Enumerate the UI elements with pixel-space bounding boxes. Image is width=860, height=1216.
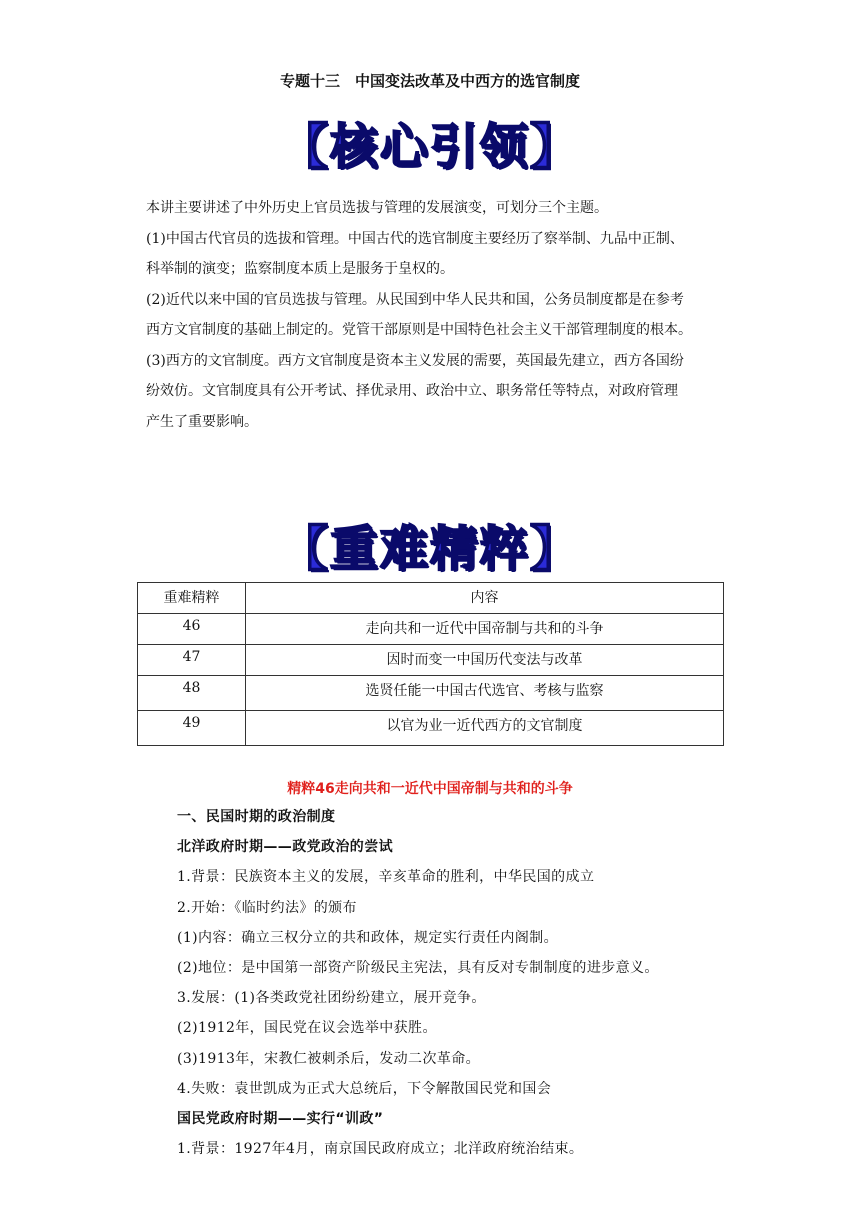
body-line: 2.开始：《临时约法》的颁布 [177,899,357,916]
table-row [138,614,724,645]
table-row [138,645,724,676]
body-line: (3)1913年，宋教仁被刺杀后，发动二次革命。 [177,1050,481,1067]
intro-paragraph [146,193,736,437]
body-subheading: 北洋政府时期——政党政治的尝试 [177,839,393,856]
key-points-table [137,582,724,746]
body-line: (2)地位：是中国第一部资产阶级民主宪法，具有反对专制制度的进步意义。 [177,960,659,977]
section-body [177,802,737,1164]
body-heading: 一、民国时期的政治制度 [177,809,336,825]
table-header-row [138,583,724,614]
table-row [138,711,724,746]
table-cell-number: 48 [138,676,246,711]
body-subheading: 国民党政府时期——实行“训政” [177,1111,384,1128]
intro-line: (1)中国古代官员的选拔和管理。中国古代的选官制度主要经历了察举制、九品中正制、 [146,230,684,247]
intro-line: 西方文官制度的基础上制定的。党管干部原则是中国特色社会主义干部管理制度的根本。 [146,322,692,338]
body-line: (2)1912年，国民党在议会选举中获胜。 [177,1020,437,1037]
body-line: 3.发展：(1)各类政党社团纷纷建立，展开竞争。 [177,990,486,1007]
intro-line: (3)西方的文官制度。西方文官制度是资本主义发展的需要，英国最先建立，西方各国纷 [146,352,684,369]
table-cell-number: 49 [138,711,246,746]
table-cell-content: 以官为业一近代西方的文官制度 [246,711,724,746]
table-cell-content: 因时而变一中国历代变法与改革 [246,645,724,676]
intro-line: 产生了重要影响。 [146,413,258,430]
table-row [138,676,724,711]
table-cell-content: 走向共和一近代中国帝制与共和的斗争 [246,614,724,645]
table-cell-number: 47 [138,645,246,676]
page-title: 专题十三 中国变法改革及中西方的选官制度 [279,72,580,90]
key-points-banner: 【重难精粹】 [279,521,580,577]
intro-line: (2)近代以来中国的官员选拔与管理。从民国到中华人民共和国，公务员制度都是在参考 [146,291,684,308]
body-line: 1.背景：民族资本主义的发展，辛亥革命的胜利，中华民国的成立 [177,869,595,886]
body-line: (1)内容：确立三权分立的共和政体，规定实行责任内阁制。 [177,929,559,946]
table-header-cell: 重难精粹 [138,583,246,614]
table-cell-content: 选贤任能一中国古代选官、考核与监察 [246,676,724,711]
core-guide-banner: 【核心引领】 [279,119,580,175]
table-cell-number: 46 [138,614,246,645]
body-line: 4.失败：袁世凯成为正式大总统后，下令解散国民党和国会 [177,1080,552,1097]
intro-line: 科举制的演变；监察制度本质上是服务于皇权的。 [146,261,454,277]
section-heading: 精粹46走向共和一近代中国帝制与共和的斗争 [287,781,573,797]
body-line: 1.背景：1927年4月，南京国民政府成立；北洋政府统治结束。 [177,1141,584,1158]
intro-line: 本讲主要讲述了中外历史上官员选拔与管理的发展演变，可划分三个主题。 [146,200,608,216]
intro-line: 纷效仿。文官制度具有公开考试、择优录用、政治中立、职务常任等特点，对政府管理 [146,383,678,399]
table-header-cell: 内容 [246,583,724,614]
